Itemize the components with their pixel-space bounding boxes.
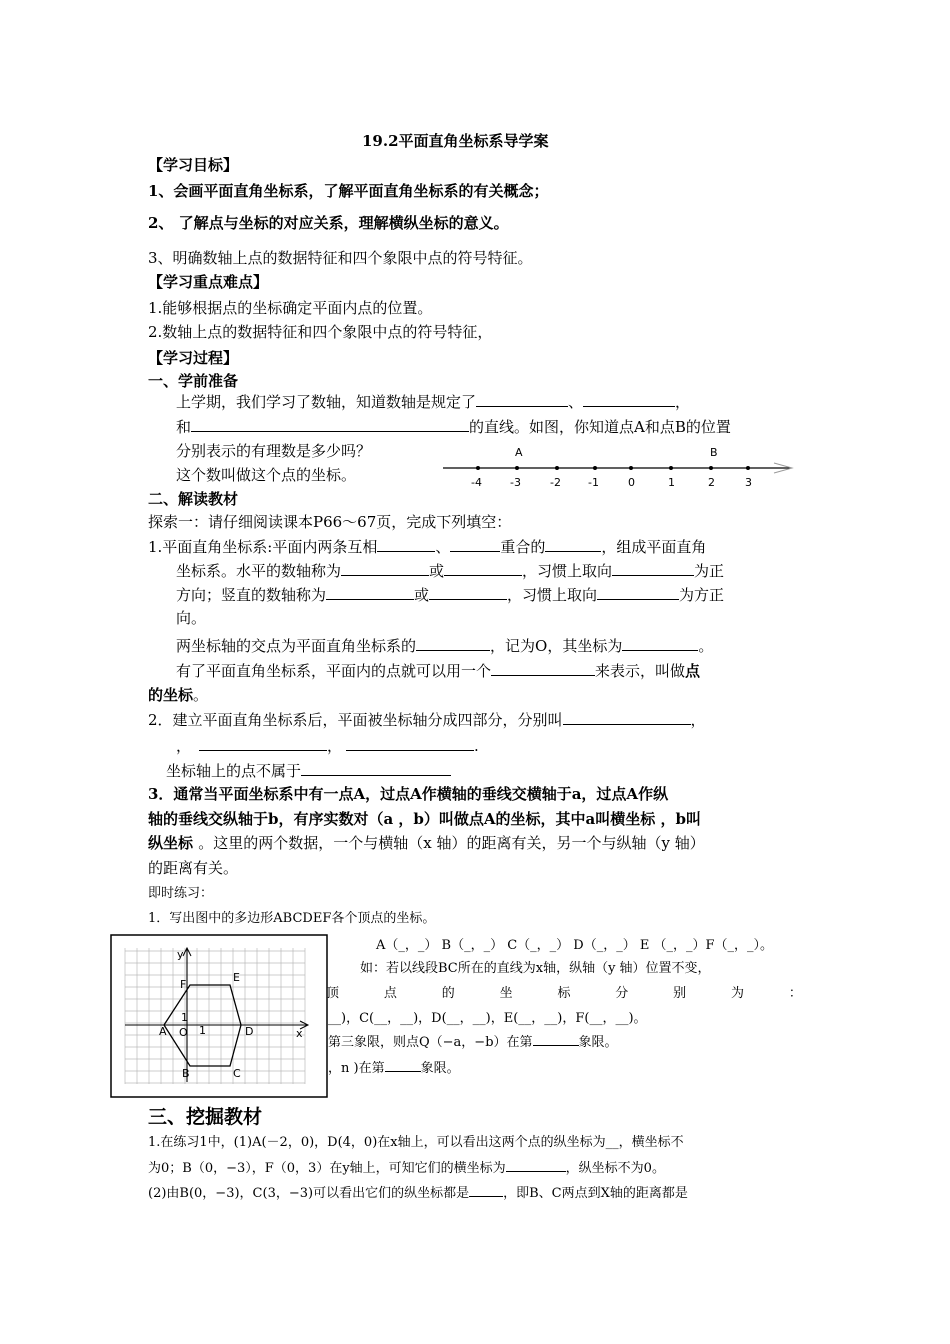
q2-text: 坐标轴上的点不属于 <box>166 762 302 780</box>
q3-text: 纵坐标 <box>148 834 199 852</box>
practice-1-line3 <box>326 982 802 1001</box>
blank[interactable] <box>416 634 490 651</box>
x-axis-label: x <box>296 1027 303 1040</box>
practice-1-line4: __)，C(__，__)，D(__，__)，E(__，__)，F(__，__)。 <box>328 1011 647 1026</box>
practice-1-line2: 如：若以线段BC所在的直线为x轴，纵轴（y 轴）位置不变， <box>360 961 711 976</box>
practice-label: 即时练习： <box>148 886 214 901</box>
q3-line1: 3．通常当平面坐标系中有一点A，过点A作横轴的垂线交横轴于a，过点A作纵 <box>148 785 669 803</box>
q1-line6 <box>176 659 700 681</box>
q1-text: 重合的 <box>500 538 546 556</box>
q2-line3 <box>166 759 451 781</box>
p2-text: 第三象限，则点Q（−a，−b）在第 <box>328 1035 533 1050</box>
tick-label: 0 <box>628 476 635 489</box>
spaced-char: ： <box>788 986 802 1001</box>
spaced-char: 标 <box>557 986 571 1001</box>
blank[interactable] <box>199 734 327 751</box>
p2-text: 象限。 <box>578 1035 618 1050</box>
q1-text: 的坐标 <box>148 686 194 704</box>
tick-label: -3 <box>510 476 521 489</box>
practice-1-answers: A（_，_） B（_，_） C（_，_） D（_，_） E （_，_）F（_，_）。 <box>376 938 773 953</box>
s3-text: ，即B、C两点到X轴的距离都是 <box>503 1186 688 1201</box>
q1-text: 方向；竖直的数轴称为 <box>176 586 327 604</box>
q2-text: ， <box>327 737 343 755</box>
tick-dot <box>746 466 750 470</box>
q2-text: ， <box>690 711 706 729</box>
p3-text: ，n )在第 <box>328 1061 385 1076</box>
point-b-label: B <box>710 446 718 459</box>
s3-line1: 1.在练习1中，(1)A(－2，0)，D(4，0)在x轴上，可以看出这两个点的纵坐标为__，横坐标不 <box>148 1135 684 1150</box>
q1-text: 坐标系。水平的数轴称为 <box>176 562 342 580</box>
blank[interactable] <box>385 1058 421 1072</box>
goal-1: 1、会画平面直角坐标系，了解平面直角坐标系的有关概念； <box>148 182 549 200</box>
blank[interactable] <box>429 583 507 600</box>
practice-2 <box>328 1031 618 1050</box>
y-axis-label: y <box>177 948 184 961</box>
q1-text: 。 <box>193 686 209 704</box>
q3-text: 。这里的两个数据，一个与横轴（x 轴）的距离有关，另一个与纵轴（y 轴） <box>198 834 705 852</box>
tick-dot <box>629 466 633 470</box>
blank[interactable] <box>545 535 601 552</box>
blank[interactable] <box>563 708 691 725</box>
tick-dot <box>593 466 597 470</box>
q3-line3 <box>148 832 705 853</box>
tick-label: 1 <box>668 476 675 489</box>
tick-label: -1 <box>588 476 599 489</box>
tick-label: 3 <box>745 476 752 489</box>
explore-line: 探索一：请仔细阅读课本P66～67页，完成下列填空： <box>148 513 512 531</box>
q1-text: 为正 <box>694 562 725 580</box>
blank[interactable] <box>377 535 435 552</box>
tick-label: -4 <box>471 476 482 489</box>
q1-text: 或 <box>429 562 445 580</box>
blank[interactable] <box>476 390 568 407</box>
blank[interactable] <box>301 759 451 776</box>
blank[interactable] <box>444 559 522 576</box>
s1-text: 、 <box>568 393 584 411</box>
goal-3: 3、明确数轴上点的数据特征和四个象限中点的符号特征。 <box>148 249 533 267</box>
q3-line2: 轴的垂线交纵轴于b，有序实数对（a ，b）叫做点A的坐标，其中a叫横坐标 ，b叫 <box>148 810 701 828</box>
q1-text: 有了平面直角坐标系，平面内的点就可以用一个 <box>176 662 492 680</box>
vertex-b-label: B <box>182 1067 190 1080</box>
spaced-char: 顶 <box>326 986 340 1001</box>
s1-text: 的直线。如图，你知道点A和点B的位置 <box>469 418 731 436</box>
blank[interactable] <box>506 1158 566 1172</box>
s3-line3 <box>148 1182 688 1201</box>
origin-label: O <box>179 1026 188 1039</box>
q1-line5 <box>176 634 713 656</box>
q1-text: 两坐标轴的交点为平面直角坐标系的 <box>176 637 417 655</box>
q1-line7 <box>148 684 208 705</box>
blank[interactable] <box>341 559 429 576</box>
q1-text: 或 <box>414 586 430 604</box>
spaced-char: 的 <box>441 986 455 1001</box>
tick-label: -2 <box>550 476 561 489</box>
blank[interactable] <box>622 634 698 651</box>
s1-line2 <box>176 415 731 437</box>
unit-x-label: 1 <box>199 1024 206 1037</box>
spaced-char: 为 <box>731 986 745 1001</box>
s1-line4: 这个数叫做这个点的坐标。 <box>176 466 357 484</box>
blank[interactable] <box>491 659 595 676</box>
q1-text: ，习惯上取向 <box>522 562 613 580</box>
figure-frame <box>111 935 327 1097</box>
s3-text: (2)由B(0，−3)，C(3，−3)可以看出它们的纵坐标都是 <box>148 1186 470 1201</box>
keypoint-1: 1.能够根据点的坐标确定平面内点的位置。 <box>148 299 433 317</box>
tick-dot <box>709 466 713 470</box>
process-heading: 【学习过程】 <box>148 349 239 367</box>
unit-y-label: 1 <box>181 1011 188 1024</box>
tick-dot <box>669 466 673 470</box>
section1-heading: 一、学前准备 <box>148 372 239 390</box>
s1-line3: 分别表示的有理数是多少吗？ <box>176 442 372 460</box>
vertex-e-label: E <box>233 971 240 984</box>
s1-line1 <box>176 390 690 412</box>
polygon-figure <box>110 934 328 1098</box>
point-a-label: A <box>515 446 523 459</box>
blank[interactable] <box>450 535 500 552</box>
q1-text: 。 <box>698 637 714 655</box>
s3-text: ，纵坐标不为0。 <box>565 1161 665 1176</box>
q1-line4: 向。 <box>176 609 207 627</box>
q1-text: 为方正 <box>679 586 725 604</box>
spaced-char: 别 <box>673 986 687 1001</box>
q3-line4: 的距离有关。 <box>148 859 239 877</box>
practice-3 <box>328 1057 460 1076</box>
tick-dot <box>476 466 480 470</box>
q1-text: 来表示，叫做 <box>595 662 686 680</box>
spaced-char: 坐 <box>499 986 513 1001</box>
goal-2: 2、 了解点与坐标的对应关系，理解横纵坐标的意义。 <box>148 214 509 232</box>
q2-line1 <box>148 708 706 730</box>
q1-text: 点 <box>685 662 701 680</box>
s1-text: ， <box>675 393 691 411</box>
section3-heading: 三、挖掘教材 <box>148 1106 263 1128</box>
vertex-a-label: A <box>159 1025 167 1038</box>
q1-text: 、 <box>435 538 451 556</box>
blank[interactable] <box>597 583 679 600</box>
practice-1: 1．写出图中的多边形ABCDEF各个顶点的坐标。 <box>148 911 436 926</box>
vertex-f-label: F <box>180 978 187 991</box>
q2-line2 <box>176 734 479 756</box>
tick-dot <box>555 466 559 470</box>
q1-line2 <box>176 559 724 581</box>
blank[interactable] <box>469 1183 503 1197</box>
number-line <box>440 442 800 492</box>
q2-text: ， <box>176 737 192 755</box>
section2-heading: 二、解读教材 <box>148 490 239 508</box>
tick-label: 2 <box>708 476 715 489</box>
q1-text: ，组成平面直角 <box>601 538 707 556</box>
blank[interactable] <box>583 390 675 407</box>
q1-text: ，习惯上取向 <box>507 586 598 604</box>
blank[interactable] <box>346 734 474 751</box>
spaced-char: 分 <box>615 986 629 1001</box>
vertex-c-label: C <box>233 1067 241 1080</box>
q1-text: ，记为O，其坐标为 <box>490 637 623 655</box>
tick-dot <box>515 466 519 470</box>
blank[interactable] <box>326 583 414 600</box>
q1-line3 <box>176 583 724 605</box>
p3-text: 象限。 <box>420 1061 460 1076</box>
q2-text: 2．建立平面直角坐标系后，平面被坐标轴分成四部分，分别叫 <box>148 711 563 729</box>
goals-heading: 【学习目标】 <box>148 156 239 174</box>
q1-line1 <box>148 535 706 557</box>
s3-text: 为0；B（0，−3），F（0，3）在y轴上，可知它们的横坐标为 <box>148 1161 506 1176</box>
keypoints-heading: 【学习重点难点】 <box>148 273 269 291</box>
s1-text: 上学期，我们学习了数轴，知道数轴是规定了 <box>176 393 477 411</box>
page-title: 19.2平面直角坐标系导学案 <box>362 132 549 150</box>
s3-line2 <box>148 1157 665 1176</box>
blank[interactable] <box>191 415 469 432</box>
keypoint-2: 2.数轴上点的数据特征和四个象限中点的符号特征， <box>148 323 493 341</box>
s1-text: 和 <box>176 418 192 436</box>
blank[interactable] <box>612 559 694 576</box>
spaced-char: 点 <box>383 986 397 1001</box>
blank[interactable] <box>533 1032 579 1046</box>
q1-text: 1.平面直角坐标系:平面内两条互相 <box>148 538 378 556</box>
q2-text: . <box>474 737 479 755</box>
vertex-d-label: D <box>245 1025 254 1038</box>
